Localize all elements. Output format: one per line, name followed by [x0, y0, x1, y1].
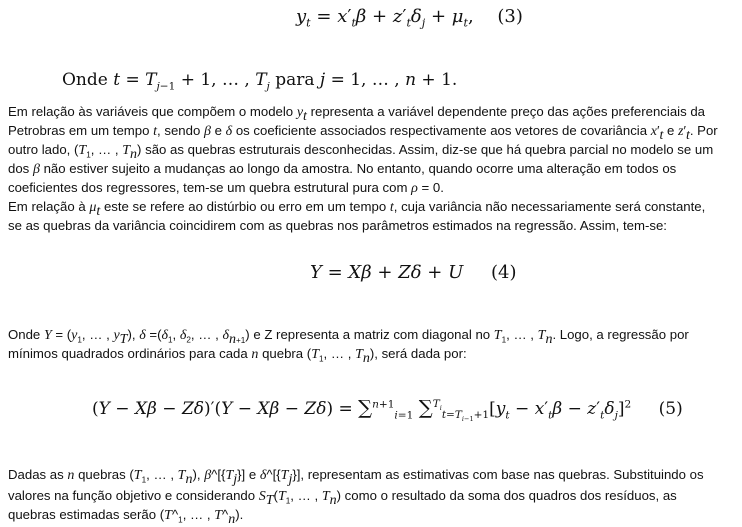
equation-range: Onde $t = T_{j-1} + 1$, … , $T_j$ para j = 1, … , n + 1.: [62, 70, 458, 93]
equation-4-number: (4): [490, 262, 517, 283]
paragraph-4-line-2: valores na função objetivo e considerando $S_T(T_1$, … , $T_n$) como o resultado da soma dos quadros dos resíduos, as: [8, 488, 677, 508]
para-label: para: [275, 70, 315, 90]
equation-3: $y_t = x'_t\beta + z'_t\delta_j + \mu_t$, (3): [296, 6, 523, 30]
equation-5: (Y − Xβ − Zδ)′(Y − Xβ − Zδ) = ∑$^{n+1}_{i=1}$ $\sum^{T_i}_{t=T_{i-1}+1}[y_t - x'_t\beta - z'_t\delta_j]^2$ (5): [92, 396, 683, 424]
paragraph-1-line-3: outro lado, ($T_1$, … , $T_n$) são as quebras estruturais desconhecidas. Assim, diz-se que há quebra parcial no modelo se um: [8, 142, 714, 162]
paragraph-1-line-2: Petrobras em um tempo t, sendo β e δ os coeficiente associados respectivamente aos vetores de covariância $x'_t$ e $z'_t$. Por: [8, 123, 718, 143]
paragraph-4-line-3: quebras estimadas serão ($T\^{}_1$, … , $T\^{}_n$).: [8, 507, 244, 527]
paragraph-3-line-1: Onde $Y = (y_1$, … , $y_T$), $\delta =(\delta_1$, $\delta_2$, … , $\delta_{n+1}$) e Z representa a matriz com diagonal no $T_1$, … , $T_n$. Logo, a regressão por: [8, 327, 689, 347]
equation-5-number: (5): [658, 399, 683, 419]
paragraph-4-line-1: Dadas as n quebras ($T_1$, … , $T_n$), $\beta\^{}[\{T_j\}]$ e $\delta\^{}[\{T_j\}]$, representam as estimativas com base nas quebras. Substituindo os: [8, 467, 704, 487]
equation-3-number: (3): [497, 6, 523, 27]
paragraph-1-line-4: dos β não estiver sujeito a mudanças ao longo da amostra. No entanto, quando ocorre uma alteração em todos os: [8, 161, 677, 177]
paragraph-1-line-5: coeficientes dos regressores, tem-se um quebra estrutural pura com ρ = 0.: [8, 180, 444, 196]
paragraph-3-line-2: mínimos quadrados ordinários para cada n quebra ($T_1$, … , $T_n$), será dada por:: [8, 346, 467, 366]
paragraph-1-line-1: Em relação às variáveis que compõem o modelo $y_t$ representa a variável dependente preço das ações preferenciais da: [8, 104, 706, 124]
onde-label: Onde: [62, 70, 108, 90]
paragraph-2-line-2: se as quebras da variância coincidirem com as quebras nos parâmetros estimados na regressão. Assim, tem-se:: [8, 218, 667, 233]
paragraph-2-line-1: Em relação à $\mu_t$ este se refere ao distúrbio ou erro em um tempo t, cuja variância não necessariamente será constante,: [8, 199, 706, 219]
equation-4: Y = Xβ + Zδ + U (4): [310, 262, 517, 283]
